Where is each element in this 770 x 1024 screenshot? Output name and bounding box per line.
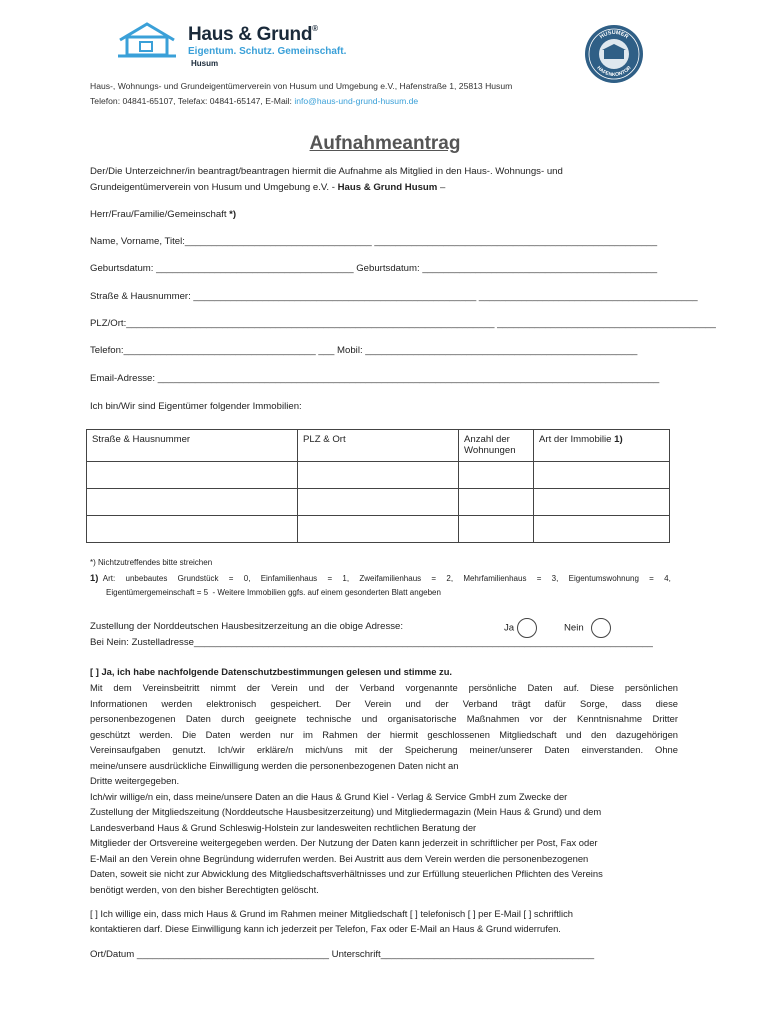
- delivery-question: Zustellung der Norddeutschen Hausbesitzerzeitung an die obige Adresse:: [90, 621, 404, 632]
- delivery-no-option[interactable]: Nein: [564, 618, 611, 638]
- delivery-yes-option[interactable]: Ja: [504, 618, 537, 638]
- house-logo-icon: [118, 22, 176, 58]
- contact-consent-note: kontaktieren darf. Diese Einwilligung kann ich jederzeit per Telefon, Fax oder E-Mail an Haus & Grund widerrufen.: [90, 923, 561, 934]
- birthdate-field[interactable]: Geburtsdatum: _____________________________________ Geburtsdatum: ____________________________________________: [90, 263, 658, 274]
- table-cell[interactable]: [87, 462, 298, 489]
- delivery-alt-address[interactable]: Bei Nein: Zustelladresse______________________________________________________________________________________: [90, 637, 653, 648]
- intro-line-1: Der/Die Unterzeichner/in beantragt/beantragen hiermit die Aufnahme als Mitglied in den Haus-. Wohnungs- und: [90, 166, 563, 177]
- association-contact: Telefon: 04841-65107, Telefax: 04841-65147, E-Mail: info@haus-und-grund-husum.de: [90, 96, 419, 106]
- table-cell[interactable]: [459, 516, 534, 543]
- seal-text-top: HUSUMER: [598, 29, 630, 41]
- brand-tagline: Eigentum. Schutz. Gemeinschaft.: [188, 46, 347, 57]
- property-table: [86, 429, 670, 543]
- table-cell[interactable]: [87, 516, 298, 543]
- table-cell[interactable]: [298, 462, 459, 489]
- table-cell[interactable]: [459, 462, 534, 489]
- brand-name: Haus & Grund®: [188, 24, 318, 45]
- email-link[interactable]: info@haus-und-grund-husum.de: [294, 96, 419, 106]
- name-field[interactable]: Name, Vorname, Titel:___________________________________ _____________________________________________________: [90, 236, 658, 247]
- column-header-city: PLZ & Ort: [298, 430, 459, 462]
- association-address: Haus-, Wohnungs- und Grundeigentümerverein von Husum und Umgebung e.V., Hafenstraße 1, 25813 Husum: [90, 81, 513, 91]
- property-intro: Ich bin/Wir sind Eigentümer folgender Immobilien:: [90, 401, 302, 412]
- column-header-units: Anzahl der Wohnungen: [459, 430, 534, 462]
- column-header-type: Art der Immobilie 1): [534, 430, 670, 462]
- yes-radio[interactable]: [517, 618, 537, 638]
- salutation-field[interactable]: Herr/Frau/Familie/Gemeinschaft *): [90, 209, 237, 220]
- intro-line-2: Grundeigentümerverein von Husum und Umgebung e.V. - Haus & Grund Husum –: [90, 182, 446, 193]
- footnote-star: *) Nichtzutreffendes bitte streichen: [90, 558, 213, 567]
- page-title: Aufnahmeantrag: [309, 133, 461, 154]
- footnote-one-cont: Eigentümergemeinschaft = 5 - Weitere Immobilien ggfs. auf einem gesonderten Blatt angeben: [106, 588, 441, 597]
- street-field[interactable]: Straße & Hausnummer: _____________________________________________________ _________________________________________: [90, 291, 698, 302]
- seal-text-bottom: HAFENKONTOR: [595, 65, 633, 79]
- signature-line[interactable]: Ort/Datum ____________________________________ Unterschrift________________________________________: [90, 949, 595, 960]
- privacy-text: Mit dem Vereinsbeitritt nimmt der Verein und der Verband vorgenannte persönliche Daten auf. Diese persönlichen Informationen werden elektronisch gespeichert. Der Verein und der Verband trägt dafür Sorge, dass diese personenbezogenen Daten durch geeignete technische und organisatorische Maßnahmen vor der Kenntnisnahme Dritter geschützt werden. Die Daten werden nur im Rahmen der hiermit geschlossenen Mitgliedschaft und den dazugehörigen Vereinsaufgaben genutzt. Ich/wir erkläre/n mich/uns mit der Speicherung meiner/unserer Daten einverstanden. Ohne meine/unsere ausdrückliche Einwilligung werden die personenbezogenen Daten nicht an Dritte weitergegeben. Ich/wir willige/n ein, dass meine/unsere Daten an die Haus & Grund Kiel - Verlag & Service GmbH zum Zwecke der Zustellung der Mitgliedszeitung (Norddeutsche Hausbesitzerzeitung) und Mitgliedermagazin (Mein Haus & Grund) und dem Landesverband Haus & Grund Schleswig-Holstein zur landesweiten rechtlichen Beratung der Mitglieder der Ortsvereine weitergegeben werden. Der Nutzung der Daten kann jederzeit in schriftlicher per Post, Fax oder E-Mail an den Verein ohne Begründung widerrufen werden. Bei Austritt aus dem Verein werden die personenbezogenen Daten, soweit sie nicht zur Abwicklung des Mitgliedschaftsverhältnisses und zur Erfüllung steuerlichen Pflichten des Vereins benötigt werden, von den bisher Berechtigten gelöscht.: [90, 682, 678, 895]
- table-cell[interactable]: [87, 489, 298, 516]
- phone-field[interactable]: Telefon:____________________________________ ___ Mobil: ___________________________________________________: [90, 345, 638, 356]
- table-cell[interactable]: [298, 516, 459, 543]
- footnote-one: 1) Art: unbebautes Grundstück = 0, Einfamilienhaus = 1, Zweifamilienhaus = 2, Mehrfamilienhaus = 3, Eigentumswohnung = 4,: [90, 572, 671, 583]
- hafenkontor-seal-icon: [584, 24, 644, 84]
- no-radio[interactable]: [591, 618, 611, 638]
- column-header-street: Straße & Hausnummer: [87, 430, 298, 462]
- contact-consent-checkbox[interactable]: [ ] Ich willige ein, dass mich Haus & Grund im Rahmen meiner Mitgliedschaft [ ] telefonisch [ ] per E-Mail [ ] schriftlich: [90, 908, 573, 919]
- table-cell[interactable]: [534, 516, 670, 543]
- table-cell[interactable]: [298, 489, 459, 516]
- city-field[interactable]: PLZ/Ort:_____________________________________________________________________ _________________________________________: [90, 318, 716, 329]
- table-cell[interactable]: [534, 462, 670, 489]
- table-cell[interactable]: [459, 489, 534, 516]
- table-cell[interactable]: [534, 489, 670, 516]
- table-row[interactable]: [87, 516, 670, 543]
- privacy-consent-checkbox[interactable]: [ ] Ja, ich habe nachfolgende Datenschutzbestimmungen gelesen und stimme zu.: [90, 666, 453, 677]
- table-header-row: [87, 430, 670, 462]
- brand-town: Husum: [191, 59, 219, 68]
- email-field[interactable]: Email-Adresse: ______________________________________________________________________________________________: [90, 373, 660, 384]
- table-row[interactable]: [87, 462, 670, 489]
- table-row[interactable]: [87, 489, 670, 516]
